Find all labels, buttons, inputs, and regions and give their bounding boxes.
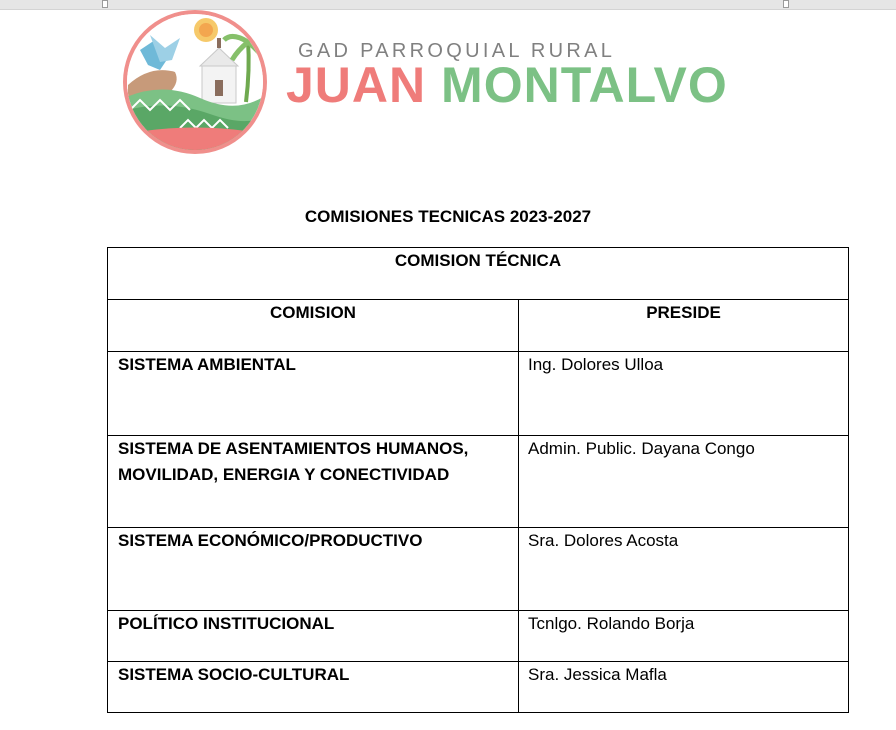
preside-name: Ing. Dolores Ulloa — [528, 355, 664, 374]
preside-cell — [519, 662, 849, 713]
comision-name: POLÍTICO INSTITUCIONAL — [118, 614, 335, 633]
comision-cell — [108, 662, 519, 713]
table-row — [108, 662, 849, 713]
preside-name: Admin. Public. Dayana Congo — [528, 439, 755, 458]
preside-name: Sra. Jessica Mafla — [528, 665, 667, 684]
preside-cell — [519, 436, 849, 528]
parish-logo — [120, 10, 270, 155]
column-header-label: PRESIDE — [646, 303, 721, 322]
table-column-header-row — [108, 300, 849, 352]
org-name-part1: JUAN — [286, 57, 427, 113]
table-row — [108, 352, 849, 436]
comision-name: SISTEMA AMBIENTAL — [118, 355, 296, 374]
right-indent-marker[interactable] — [783, 0, 789, 8]
commissions-table — [107, 247, 849, 713]
table-row — [108, 528, 849, 611]
left-indent-marker[interactable] — [102, 0, 108, 8]
comision-name: SISTEMA ECONÓMICO/PRODUCTIVO — [118, 531, 423, 550]
table-main-header-label: COMISION TÉCNICA — [394, 251, 562, 270]
comision-cell — [108, 611, 519, 662]
comision-cell — [108, 352, 519, 436]
column-header-label: COMISION — [270, 303, 356, 322]
table-row — [108, 436, 849, 528]
table-main-header — [108, 248, 849, 300]
comision-name: SISTEMA SOCIO-CULTURAL — [118, 665, 350, 684]
preside-name: Tcnlgo. Rolando Borja — [528, 614, 695, 633]
horizontal-ruler — [0, 0, 896, 10]
preside-cell — [519, 528, 849, 611]
preside-cell — [519, 611, 849, 662]
document-title: COMISIONES TECNICAS 2023-2027 — [304, 207, 592, 226]
column-header-preside — [519, 300, 849, 352]
org-name — [286, 56, 728, 114]
comision-cell — [108, 436, 519, 528]
column-header-comision — [108, 300, 519, 352]
org-subtitle: GAD PARROQUIAL RURAL — [298, 40, 616, 62]
table-row — [108, 611, 849, 662]
comision-name: SISTEMA DE ASENTAMIENTOS HUMANOS, MOVILIDAD, ENERGIA Y CONECTIVIDAD — [118, 439, 469, 484]
table-main-header-row — [108, 248, 849, 300]
org-name-part2: MONTALVO — [441, 57, 728, 113]
preside-name: Sra. Dolores Acosta — [528, 531, 679, 550]
preside-cell — [519, 352, 849, 436]
comision-cell — [108, 528, 519, 611]
